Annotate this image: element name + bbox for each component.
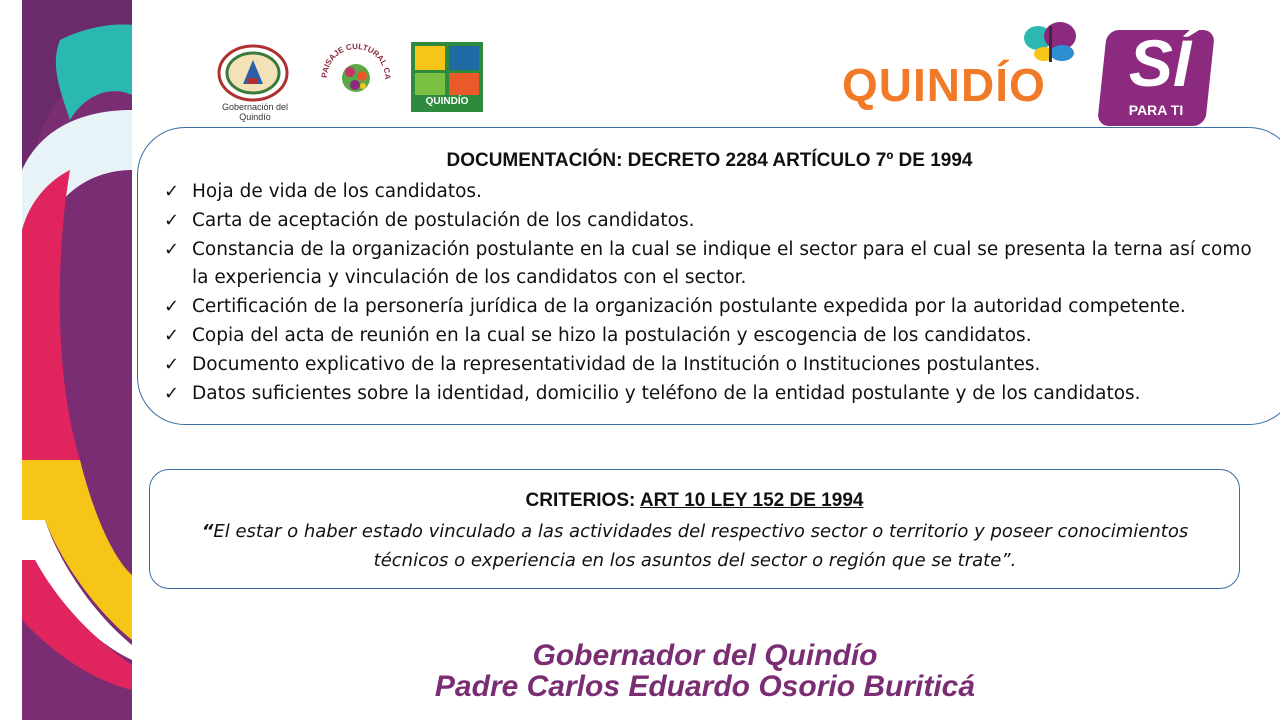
gobernacion-logo (205, 42, 305, 122)
butterfly-icon (1016, 20, 1086, 64)
paisaje-arc-text: PAISAJE CULTURAL CA (319, 42, 393, 80)
criteria-reference: ART 10 LEY 152 DE 1994 (639, 490, 864, 511)
brand-wordmark (842, 59, 1046, 111)
checkmark-icon: ✓ (164, 296, 180, 318)
list-item-text: Carta de aceptación de postulación de los candidatos. (192, 209, 695, 231)
brand-si-text: SÍ (1128, 26, 1192, 100)
criteria-box (149, 469, 1240, 589)
footer-signature (380, 640, 1030, 702)
list-item (164, 380, 1264, 409)
checkmark-icon: ✓ (164, 324, 180, 346)
list-item (164, 236, 1264, 294)
decorative-side-band (0, 0, 132, 720)
list-item (164, 207, 1264, 236)
checkmark-icon: ✓ (164, 181, 180, 202)
list-item (164, 293, 1264, 322)
footer-title: Gobernador del Quindío (532, 639, 878, 672)
list-item-text: Documento explicativo de la representatividad de la Institución o Instituciones postulantes. (192, 353, 1041, 375)
open-quote-mark: “ (201, 521, 214, 542)
documentation-box (137, 127, 1280, 425)
list-item-text: Constancia de la organización postulante en la cual se indique el sector para el cual se presenta la terna así como la experiencia y vinculación de los candidatos con el sector. (192, 238, 1252, 289)
quindio-tile-label: QUINDÍO (425, 96, 469, 107)
criteria-label: CRITERIOS: (525, 490, 636, 511)
footer-name: Padre Carlos Eduardo Osorio Buriticá (434, 670, 976, 703)
paisaje-cultural-logo (315, 42, 397, 112)
list-item (164, 178, 1264, 207)
documentation-list (164, 178, 1264, 408)
coffee-landscape-icon (315, 42, 397, 112)
checkmark-icon: ✓ (164, 238, 180, 260)
criteria-title (150, 490, 1239, 512)
list-item-text: Copia del acta de reunión en la cual se hizo la postulación y escogencia de los candidatos. (192, 324, 1032, 346)
list-item-text: Certificación de la personería jurídica de la organización postulante expedida por la autoridad competente. (192, 296, 1186, 318)
criteria-quote-text: El estar o haber estado vinculado a las actividades del respectivo sector o territorio y poseer conocimientos técnicos o experiencia en los asuntos del sector o región que se trate”. (213, 521, 1189, 571)
brand-word-text: QUINDÍO (842, 59, 1046, 111)
checkmark-icon: ✓ (164, 353, 180, 375)
coat-of-arms-icon (217, 44, 289, 102)
brand-tagline: PARA TI (1128, 102, 1184, 118)
list-item-text: Datos suficientes sobre la identidad, domicilio y teléfono de la entidad postulante y de los candidatos. (192, 382, 1141, 404)
checkmark-icon: ✓ (164, 382, 180, 404)
list-item-text: Hoja de vida de los candidatos. (192, 181, 482, 202)
documentation-title: DOCUMENTACIÓN: DECRETO 2284 ARTÍCULO 7º DE 1994 (446, 150, 973, 171)
list-item (164, 351, 1264, 380)
checkmark-icon: ✓ (164, 209, 180, 231)
list-item (164, 322, 1264, 351)
quindio-tile-logo (411, 42, 483, 112)
quindio-si-brand-logo (840, 20, 1220, 130)
criteria-quote (170, 517, 1220, 575)
gobernacion-caption: Gobernación del Quindío (221, 102, 289, 122)
